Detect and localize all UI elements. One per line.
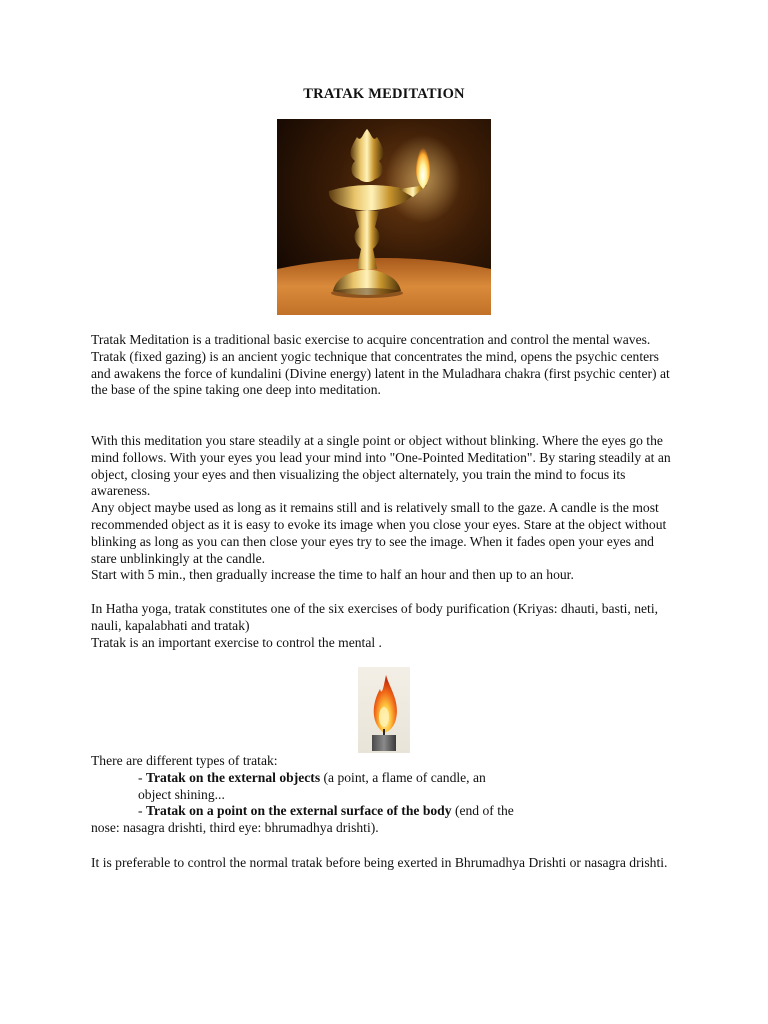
type-2-rest-line2: nose: nasagra drishti, third eye: bhrumadhya drishti). bbox=[91, 820, 379, 836]
paragraph-object: Any object maybe used as long as it remains still and is relatively small to the gaze. A candle is the most recommended object as it is easy to evoke its image when you close your eyes. Stare at the object without blinking as long as you can then close your eyes try to see the image. When it fades open your eyes and stare unblinkingly at the candle. bbox=[91, 500, 667, 566]
type-2-bold: Tratak on a point on the external surface of the body bbox=[145, 803, 452, 819]
type-external-objects bbox=[91, 770, 681, 804]
types-section bbox=[91, 753, 681, 837]
page-title: TRATAK MEDITATION bbox=[303, 86, 465, 102]
type-2-prefix: - bbox=[138, 803, 146, 819]
paragraph-duration: Start with 5 min., then gradually increase the time to half an hour and then up to an hour. bbox=[91, 567, 574, 583]
paragraph-intro-text: Tratak Meditation is a traditional basic exercise to acquire concentration and control the mental waves. Tratak (fixed gazing) is an ancient yogic technique that concentrates the mind, opens the psychic centers and awakens the force of kundalini (Divine energy) latent in the Muladhara chakra (first psychic center) at the base of the spine taking one deep into meditation. bbox=[91, 332, 670, 398]
paragraph-hatha: In Hatha yoga, tratak constitutes one of the six exercises of body purification (Kriyas: dhauti, basti, neti, nauli, kapalabhati and tratak) bbox=[91, 601, 659, 633]
practice-section bbox=[91, 433, 681, 584]
intro-paragraph bbox=[91, 332, 681, 399]
type-1-prefix: - bbox=[138, 769, 146, 785]
type-1-rest-line1: (a point, a flame of candle, an bbox=[320, 769, 486, 785]
paragraph-closing: It is preferable to control the normal tratak before being exerted in Bhrumadhya Drishti or nasagra drishti. bbox=[91, 855, 668, 870]
type-2-rest-line1: (end of the bbox=[451, 803, 514, 819]
hatha-section bbox=[91, 601, 681, 651]
type-body-surface bbox=[91, 803, 681, 820]
candle-flame-illustration bbox=[358, 667, 410, 753]
paragraph-mental: Tratak is an important exercise to control the mental . bbox=[91, 634, 382, 650]
type-1-bold: Tratak on the external objects bbox=[145, 769, 321, 785]
types-intro: There are different types of tratak: bbox=[91, 753, 278, 768]
type-1-rest-line2: object shining... bbox=[138, 786, 225, 802]
closing-paragraph bbox=[91, 855, 681, 872]
paragraph-staring: With this meditation you stare steadily at a single point or object without blinking. Where the eyes go the mind follows. With your eyes you lead your mind into "One-Pointed Meditation". By staring steadily at an object, closing your eyes and then visualizing the object alternately, you train the mind to focus its awareness. bbox=[91, 433, 671, 499]
oil-lamp-photo bbox=[277, 119, 491, 315]
